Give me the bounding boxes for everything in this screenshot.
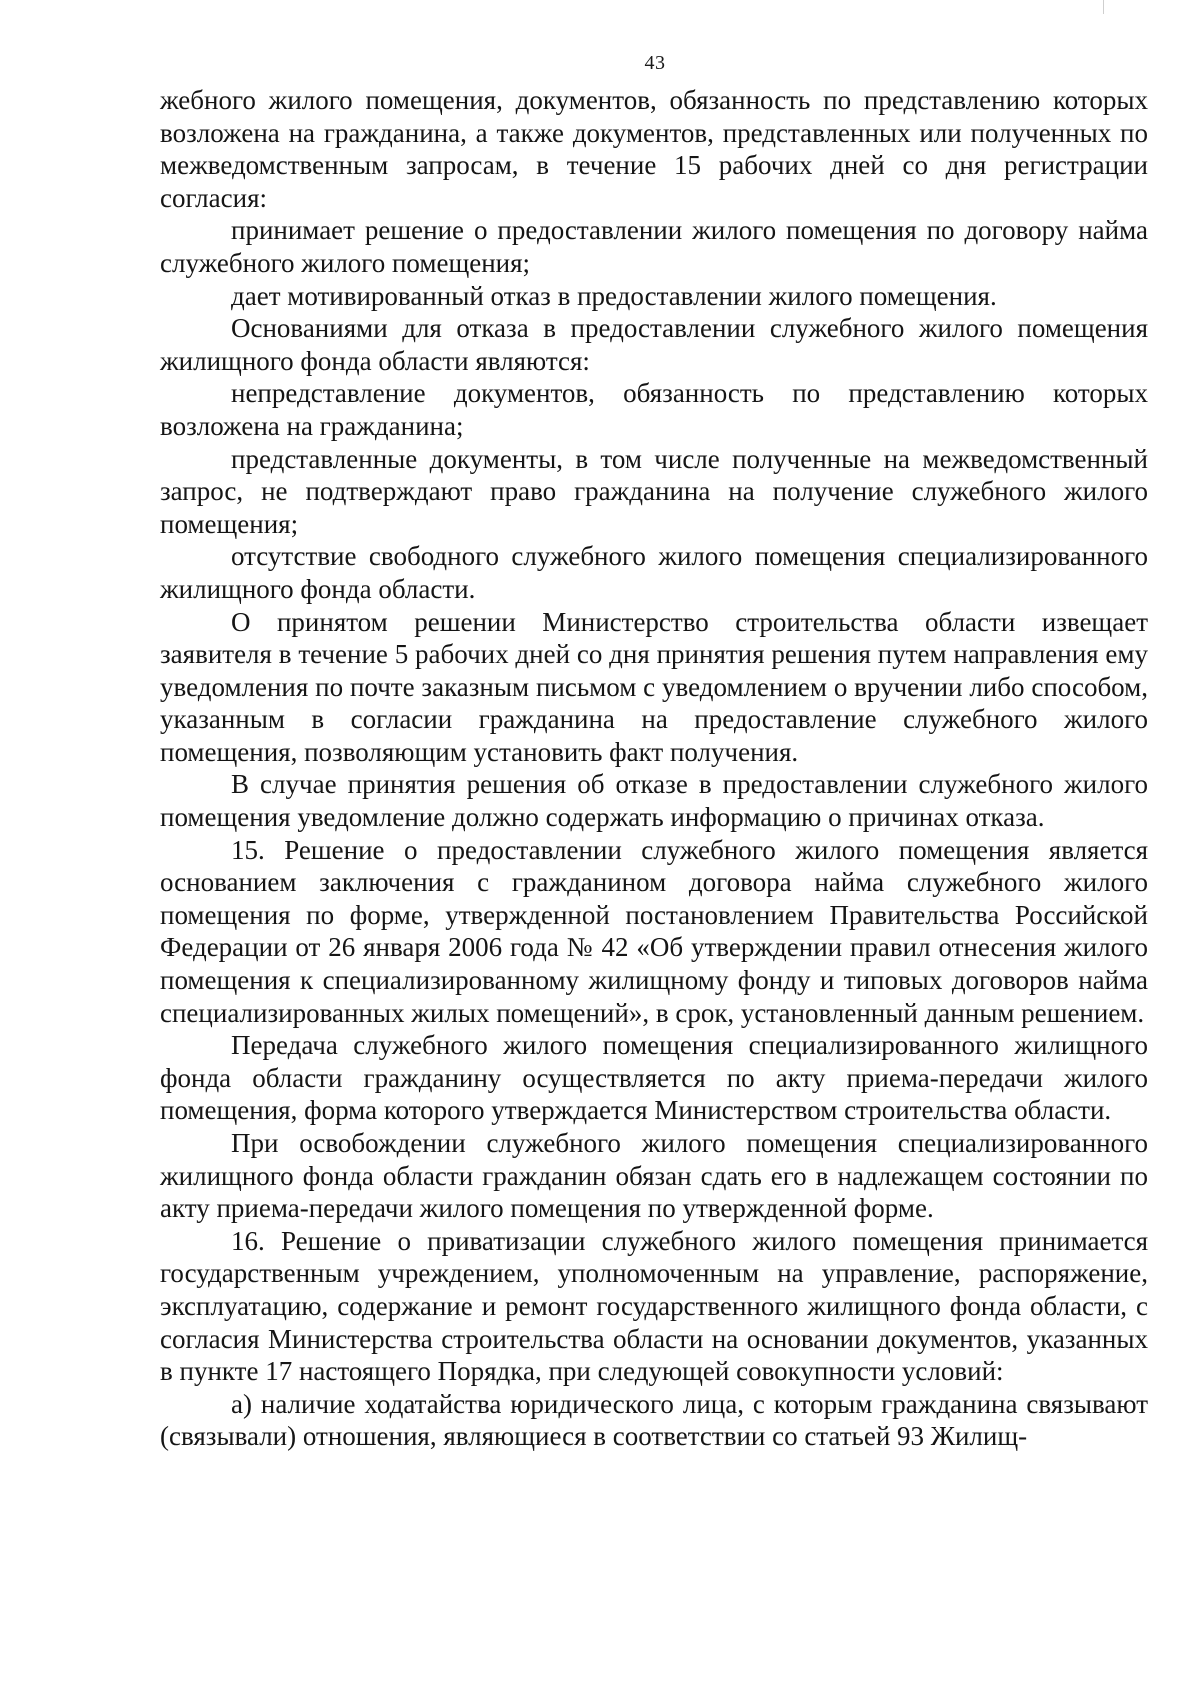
paragraph-condition-a: а) наличие ходатайства юридического лица, с которым гражданина связывают (связывали) отношения, являющиеся в соответствии со статьей 93 Жилищ- [160, 1388, 1148, 1452]
paragraph-vacating: При освобождении служебного жилого помещения специализированного жилищного фонда области гражданин обязан сдать его в надлежащем состоянии по акту приема-передачи жилого помещения по утвержденной форме. [160, 1128, 1148, 1224]
page-number: 43 [644, 52, 666, 74]
paragraph-ground-no-housing: отсутствие свободного служебного жилого помещения специализированного жилищного фонда области. [160, 541, 1148, 604]
paragraph-item-16: 16. Решение о приватизации служебного жилого помещения принимается государственным учреждением, уполномоченным на управление, распоряжение, эксплуатацию, содержание и ремонт государственного жилищного фонда области, с согласия Министерства строительства области на основании документов, указанных в пункте 17 настоящего Порядка, при следующей совокупности условий: [160, 1225, 1148, 1387]
document-body [160, 84, 1148, 1453]
paragraph-ground-no-right: представленные документы, в том числе полученные на межведомственный запрос, не подтверждают право гражданина на получение служебного жилого помещения; [160, 443, 1148, 539]
paragraph-continuation: жебного жилого помещения, документов, обязанность по представлению которых возложена на гражданина, а также документов, представленных или полученных по межведомственным запросам, в течение 15 рабочих дней со дня регистрации согласия: [160, 85, 1148, 213]
paragraph-refusal-reasons: В случае принятия решения об отказе в предоставлении служебного жилого помещения уведомление должно содержать информацию о причинах отказа. [160, 769, 1148, 833]
paragraph-item-15: 15. Решение о предоставлении служебного жилого помещения является основанием заключения с гражданином договора найма служебного жилого помещения по форме, утвержденной постановлением Правительства Российской Федерации от 26 января 2006 года № 42 «Об утверждении правил отнесения жилого помещения к специализированному жилищному фонду и типовых договоров найма специализированных жилых помещений», в срок, установленный данным решением. [160, 834, 1148, 1028]
paragraph-refusal-grounds: Основаниями для отказа в предоставлении служебного жилого помещения жилищного фонда области являются: [160, 313, 1148, 376]
scan-edge-mark [1103, 0, 1104, 14]
paragraph-ground-no-documents: непредставление документов, обязанность по представлению которых возложена на гражданина; [160, 378, 1148, 441]
paragraph-decision-grant: принимает решение о предоставлении жилого помещения по договору найма служебного жилого помещения; [160, 215, 1148, 278]
paragraph-transfer: Передача служебного жилого помещения специализированного жилищного фонда области гражданину осуществляется по акту приема-передачи жилого помещения, форма которого утверждается Министерством строительства области. [160, 1030, 1148, 1126]
paragraph-notification: О принятом решении Министерство строительства области извещает заявителя в течение 5 рабочих дней со дня принятия решения путем направления ему уведомления по почте заказным письмом с уведомлением о вручении либо способом, указанным в согласии гражданина на предоставление служебного жилого помещения, позволяющим установить факт получения. [160, 606, 1148, 767]
paragraph-decision-refuse: дает мотивированный отказ в предоставлении жилого помещения. [231, 280, 997, 311]
